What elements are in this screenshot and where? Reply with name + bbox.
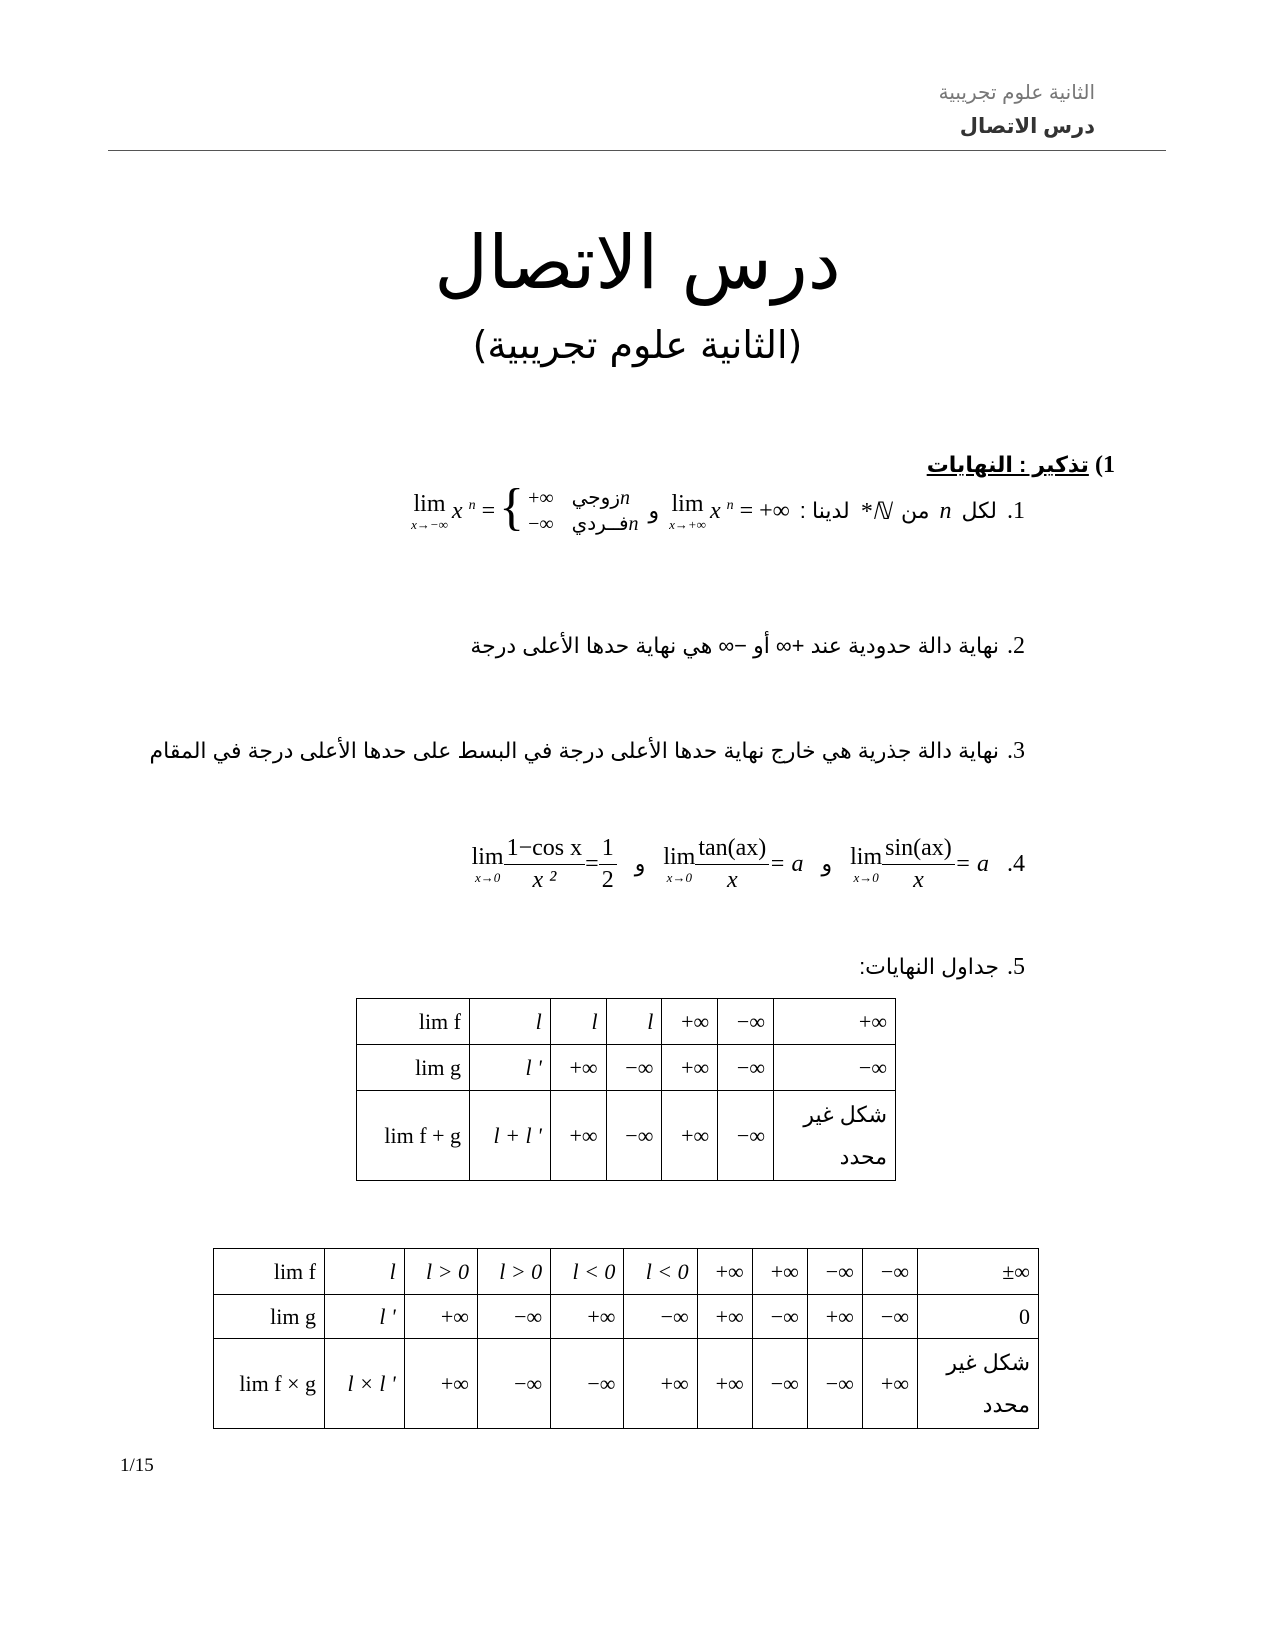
- table-row: [214, 1295, 1039, 1339]
- table-cell: شكل غير محدد: [918, 1339, 1039, 1429]
- case-even-cond: زوجي: [571, 487, 620, 509]
- table-cell: l ': [470, 1045, 551, 1091]
- item-5-number: 5.: [1007, 954, 1025, 980]
- header-title: درس الاتصال: [959, 115, 1095, 138]
- product-limits-table: [213, 1248, 1039, 1429]
- table-cell: −∞: [774, 1045, 896, 1091]
- table-cell: −∞: [624, 1295, 697, 1339]
- item-1-lim-minus-formula: lim x→−∞ x $^n$ = { +∞ nزوجي −∞ nفــردي: [411, 479, 639, 536]
- section-title: تذكير : النهايات: [926, 452, 1089, 477]
- table-cell: +∞: [774, 999, 896, 1045]
- case-odd-value: −∞: [528, 513, 554, 535]
- table-cell: ±∞: [918, 1249, 1039, 1295]
- table-cell: l + l ': [470, 1091, 551, 1181]
- case-even-value: +∞: [528, 487, 554, 509]
- table-cell: −∞: [718, 999, 774, 1045]
- item-4-number: 4.: [1007, 850, 1025, 877]
- table-cell: −∞: [718, 1091, 774, 1181]
- item-1-number: 1.: [1007, 497, 1025, 524]
- table-cell: l: [606, 999, 662, 1045]
- table-cell: +∞: [550, 1091, 606, 1181]
- table-cell: +∞: [662, 999, 718, 1045]
- table-cell: +∞: [551, 1295, 624, 1339]
- table-cell: 0: [918, 1295, 1039, 1339]
- limit-cos-formula: lim x→0 $\frac{\text{1−cos x}}{\text{x ²}}$ = $\frac{1}{2}$: [472, 835, 617, 893]
- item-3-text: نهاية دالة جذرية هي خارج نهاية حدها الأعلى درجة في البسط على حدها الأعلى درجة في المقام: [149, 738, 999, 763]
- table-cell: lim f: [214, 1249, 325, 1295]
- table-cell: l: [470, 999, 551, 1045]
- table-cell: +∞: [662, 1091, 718, 1181]
- table-cell: lim f + g: [357, 1091, 470, 1181]
- table-row: [357, 1045, 896, 1091]
- page-subtitle: (الثانية علوم تجريبية): [472, 323, 803, 367]
- table-cell: −∞: [606, 1091, 662, 1181]
- sum-limits-table: [356, 998, 896, 1181]
- table-row: [357, 1091, 896, 1181]
- item-2-text: نهاية دالة حدودية عند +∞ أو −∞ هي نهاية حدها الأعلى درجة: [470, 633, 999, 658]
- item-1-set: ℕ*: [859, 498, 891, 525]
- item-4: [472, 832, 1025, 896]
- table-cell: l: [550, 999, 606, 1045]
- table-cell: lim g: [214, 1295, 325, 1339]
- item-1-prefix: لكل: [961, 498, 997, 523]
- item-1-conj: و: [648, 498, 660, 523]
- limit-sin-formula: lim x→0 $\frac{\sin(ax)}{x}$ = a: [850, 835, 989, 893]
- page-number: 1/15: [120, 1455, 154, 1476]
- table-cell: −∞: [807, 1249, 862, 1295]
- table-cell: +∞: [807, 1295, 862, 1339]
- item-2: [470, 633, 1025, 660]
- item-5: [859, 954, 1025, 981]
- table-cell: +∞: [550, 1045, 606, 1091]
- item-2-number: 2.: [1007, 633, 1025, 659]
- table-cell: +∞: [697, 1339, 752, 1429]
- item-1-var-n: n: [939, 497, 952, 524]
- table-cell: +∞: [862, 1339, 917, 1429]
- table-cell: +∞: [404, 1339, 477, 1429]
- table-cell: l ': [325, 1295, 405, 1339]
- limit-tan-formula: lim x→0 $\frac{\tan(ax)}{x}$ = a: [663, 835, 804, 893]
- table-cell: +∞: [752, 1249, 807, 1295]
- item-1-we-have: لدينا :: [799, 498, 850, 523]
- item-5-text: جداول النهايات:: [859, 954, 999, 979]
- item-3-number: 3.: [1007, 738, 1025, 764]
- table-cell: +∞: [662, 1045, 718, 1091]
- table-cell: l < 0: [624, 1249, 697, 1295]
- section-number: 1): [1095, 452, 1115, 478]
- case-odd-cond: فــردي: [571, 513, 629, 535]
- header-subtitle: الثانية علوم تجريبية: [938, 82, 1095, 104]
- section-heading: [927, 452, 1115, 479]
- table-row: [214, 1249, 1039, 1295]
- item-1: [411, 480, 1025, 542]
- table-cell: +∞: [697, 1295, 752, 1339]
- table-cell: −∞: [862, 1295, 917, 1339]
- table-cell: −∞: [718, 1045, 774, 1091]
- table-cell: +∞: [404, 1295, 477, 1339]
- table-cell: +∞: [697, 1249, 752, 1295]
- table-cell: l > 0: [404, 1249, 477, 1295]
- header-divider: [108, 150, 1166, 151]
- item-1-from: من: [900, 498, 930, 523]
- table-row: [214, 1339, 1039, 1429]
- page-title: درس الاتصال: [434, 220, 841, 306]
- table-cell: +∞: [624, 1339, 697, 1429]
- table-cell: lim g: [357, 1045, 470, 1091]
- item-3: [150, 738, 1025, 765]
- table-cell: lim f: [357, 999, 470, 1045]
- item-1-lim-plus-formula: lim x→+∞ x $^n$ = +∞: [669, 490, 790, 532]
- table-row: [357, 999, 896, 1045]
- table-cell: l × l ': [325, 1339, 405, 1429]
- table-cell: −∞: [862, 1249, 917, 1295]
- table-cell: −∞: [477, 1339, 550, 1429]
- table-cell: −∞: [606, 1045, 662, 1091]
- table-cell: −∞: [551, 1339, 624, 1429]
- table-cell: −∞: [477, 1295, 550, 1339]
- table-cell: l: [325, 1249, 405, 1295]
- table-cell: lim f × g: [214, 1339, 325, 1429]
- table-cell: −∞: [752, 1339, 807, 1429]
- table-cell: l > 0: [477, 1249, 550, 1295]
- table-cell: −∞: [807, 1339, 862, 1429]
- table-cell: l < 0: [551, 1249, 624, 1295]
- table-cell: شكل غير محدد: [774, 1091, 896, 1181]
- item-4-conj-2: و: [634, 851, 646, 876]
- table-cell: −∞: [752, 1295, 807, 1339]
- item-4-conj-1: و: [821, 851, 833, 876]
